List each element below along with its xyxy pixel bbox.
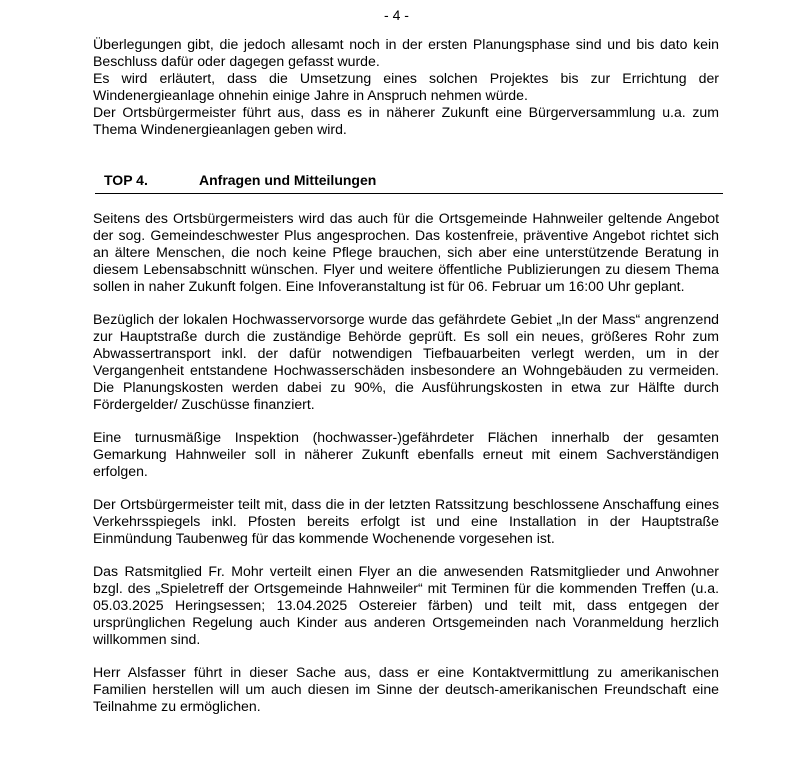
body-paragraph: Herr Alsfasser führt in dieser Sache aus, dass er eine Kontaktvermittlung zu amerikanischen Familien herstellen will um auch diesen im Sinne der deutsch-amerikanischen Freundschaft eine Teilnahme zu ermöglichen. — [93, 664, 719, 714]
section-label: TOP 4. — [104, 172, 148, 188]
body-paragraph: Der Ortsbürgermeister teilt mit, dass die in der letzten Ratssitzung beschlossene Anschaffung eines Verkehrsspiegels inkl. Pfosten bereits erfolgt ist und eine Installation in der Hauptstraße Einmündung Taubenweg für das kommende Wochenende vorgesehen ist. — [93, 496, 719, 546]
page-number: - 4 - — [384, 7, 409, 23]
intro-paragraph: Überlegungen gibt, die jedoch allesamt noch in der ersten Planungsphase sind und bis dato kein Beschluss dafür oder dagegen gefasst wurde. — [93, 36, 719, 69]
body-paragraph: Das Ratsmitglied Fr. Mohr verteilt einen Flyer an die anwesenden Ratsmitglieder und Anwohner bzgl. des „Spieletreff der Ortsgemeinde Hahnweiler“ mit Terminen für die kommenden Treffen (u.a. 05.03.2025 Heringsessen; 13.04.2025 Ostereier färben) und teilt mit, dass entgegen der ursprünglichen Regelung auch Kinder aus anderen Ortsgemeinden nach Voranmeldung herzlich willkommen sind. — [93, 563, 719, 647]
intro-paragraph: Es wird erläutert, dass die Umsetzung eines solchen Projektes bis zur Errichtung der Windenergieanlage ohnehin einige Jahre in Anspruch nehmen würde. — [93, 70, 719, 103]
section-title: Anfragen und Mitteilungen — [199, 172, 377, 188]
body-paragraph: Seitens des Ortsbürgermeisters wird das auch für die Ortsgemeinde Hahnweiler geltende Angebot der sog. Gemeindeschwester Plus angesprochen. Das kostenfreie, präventive Angebot richtet sich an ältere Menschen, die noch keine Pflege brauchen, sich aber eine unterstützende Beratung in diesem Lebensabschnitt wünschen. Flyer und weitere öffentliche Publizierungen zu diesem Thema sollen in naher Zukunft folgen. Eine Infoveranstaltung ist für 06. Februar um 16:00 Uhr geplant. — [93, 210, 719, 294]
section-heading — [95, 172, 723, 194]
body-paragraph: Eine turnusmäßige Inspektion (hochwasser-)gefährdeter Flächen innerhalb der gesamten Gemarkung Hahnweiler soll in näherer Zukunft ebenfalls erneut mit einem Sachverständigen erfolgen. — [93, 429, 719, 479]
page-content — [93, 36, 719, 715]
body-paragraph: Bezüglich der lokalen Hochwasservorsorge wurde das gefährdete Gebiet „In der Mass“ angrenzend zur Hauptstraße durch die zuständige Behörde geprüft. Es soll ein neues, größeres Rohr zum Abwassertransport inkl. der dafür notwendigen Tiefbauarbeiten verlegt werden, um in der Vergangenheit entstandene Hochwasserschäden insbesondere an Wohngebäuden zu vermeiden. Die Planungskosten werden dabei zu 90%, die Ausführungskosten in etwa zur Hälfte durch Fördergelder/ Zuschüsse finanziert. — [93, 311, 719, 412]
intro-paragraph: Der Ortsbürgermeister führt aus, dass es in näherer Zukunft eine Bürgerversammlung u.a. zum Thema Windenergieanlagen geben wird. — [93, 104, 719, 137]
